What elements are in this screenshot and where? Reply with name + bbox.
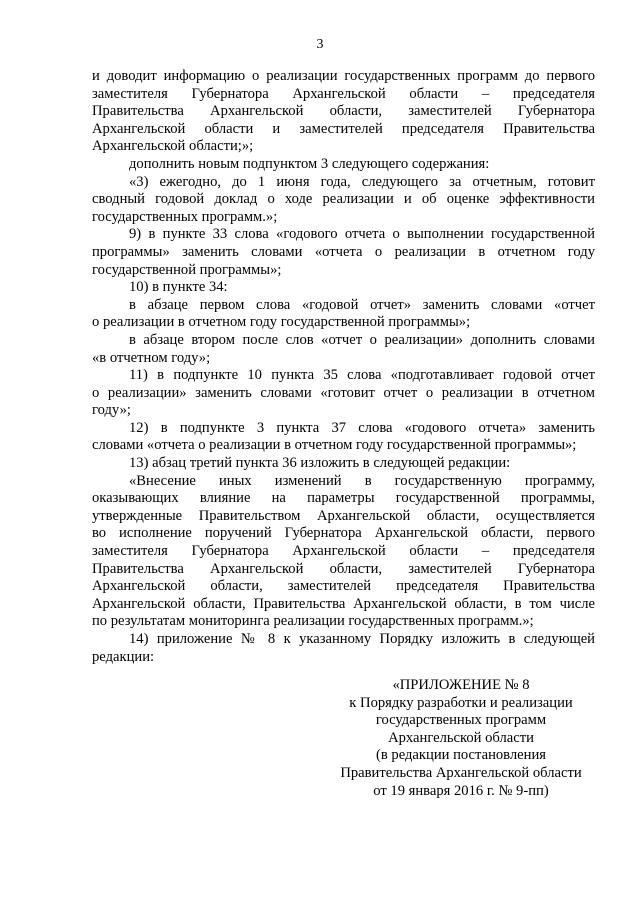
- text-line: Архангельской области и заместителей председателя Правительства: [92, 120, 595, 137]
- text-line: заместителя Губернатора Архангельской области – председателя: [92, 85, 595, 102]
- paragraph-add-subitem: [92, 156, 595, 174]
- text-line: «в отчетном году»;: [92, 349, 211, 366]
- paragraph-item-12: [92, 420, 595, 455]
- paragraph-item-14: [92, 631, 595, 666]
- appendix-line: государственных программ: [375, 712, 547, 729]
- text-line: по результатам мониторинга реализации государственных программ.»;: [92, 613, 534, 630]
- appendix-line: Правительства Архангельской области: [340, 764, 582, 781]
- text-line: Правительства Архангельской области, заместителей Губернатора: [92, 560, 595, 577]
- appendix-line: от 19 января 2016 г. № 9-пп): [373, 782, 549, 799]
- text-line: государственных программ.»;: [92, 208, 278, 225]
- text-line: утвержденные Правительством Архангельской области, осуществляется: [92, 507, 595, 524]
- paragraph-item-13-quote: [92, 473, 595, 631]
- appendix-line: к Порядку разработки и реализации: [349, 694, 573, 711]
- text-line: дополнить новым подпунктом 3 следующего содержания:: [129, 155, 490, 172]
- text-line: 10) в пункте 34:: [129, 279, 228, 296]
- paragraph-item-13: [92, 455, 595, 473]
- text-line: и доводит информацию о реализации государственных программ до первого: [92, 68, 595, 84]
- text-line: в абзаце втором после слов «отчет о реализации» дополнить словами: [129, 331, 595, 348]
- text-line: 14) приложение № 8 к указанному Порядку изложить в следующей: [129, 631, 595, 647]
- paragraph-subitem-3: [92, 174, 595, 227]
- text-line: оказывающих влияние на параметры государственной программы,: [92, 490, 595, 507]
- text-line: 9) в пункте 33 слова «годового отчета о выполнении государственной: [129, 226, 595, 243]
- text-line: 12) в подпункте 3 пункта 37 слова «годового отчета» заменить: [129, 419, 595, 436]
- paragraph-item-10-second: [92, 332, 595, 367]
- text-line: году»;: [92, 402, 131, 419]
- paragraph-item-10: [92, 279, 595, 297]
- text-line: 13) абзац третий пункта 36 изложить в следующей редакции:: [129, 455, 511, 472]
- text-line: «Внесение иных изменений в государственную программу,: [129, 472, 595, 489]
- text-line: о реализации» заменить словами «готовит отчет о реализации в отчетном: [92, 384, 595, 401]
- text-line: 11) в подпункте 10 пункта 35 слова «подготавливает годовой отчет: [129, 367, 595, 384]
- text-line: во исполнение поручений Губернатора Архангельской области, первого: [92, 525, 595, 542]
- text-line: в абзаце первом слова «годовой отчет» заменить словами «отчет: [129, 296, 595, 313]
- text-line: «3) ежегодно, до 1 июня года, следующего за отчетным, готовит: [129, 173, 595, 190]
- appendix-title: «ПРИЛОЖЕНИЕ № 8: [392, 677, 530, 693]
- text-line: государственной программы»;: [92, 261, 282, 278]
- text-line: Архангельской области;»;: [92, 138, 254, 155]
- text-line: Архангельской области, заместителей председателя Правительства: [92, 578, 595, 595]
- text-line: словами «отчета о реализации в отчетном году государственной программы»;: [92, 437, 577, 454]
- document-body: [92, 68, 595, 666]
- paragraph-continuation: [92, 68, 595, 156]
- paragraph-item-10-first: [92, 297, 595, 332]
- appendix-line: (в редакции постановления: [376, 747, 546, 764]
- text-line: о реализации в отчетном году государственной программы»;: [92, 314, 471, 331]
- text-line: Архангельской области, Правительства Архангельской области, в том числе: [92, 595, 595, 612]
- appendix-header: [330, 677, 592, 800]
- paragraph-item-9: [92, 226, 595, 279]
- text-line: редакции:: [92, 648, 155, 665]
- appendix-line: Архангельской области: [388, 729, 534, 746]
- text-line: Правительства Архангельской области, заместителей Губернатора: [92, 103, 595, 120]
- text-line: сводный годовой доклад о ходе реализации и об оценке эффективности: [92, 191, 595, 208]
- paragraph-item-11: [92, 367, 595, 420]
- page-number: 3: [316, 37, 324, 52]
- text-line: программы» заменить словами «отчета о реализации в отчетном году: [92, 243, 595, 260]
- text-line: заместителя Губернатора Архангельской области – председателя: [92, 543, 595, 560]
